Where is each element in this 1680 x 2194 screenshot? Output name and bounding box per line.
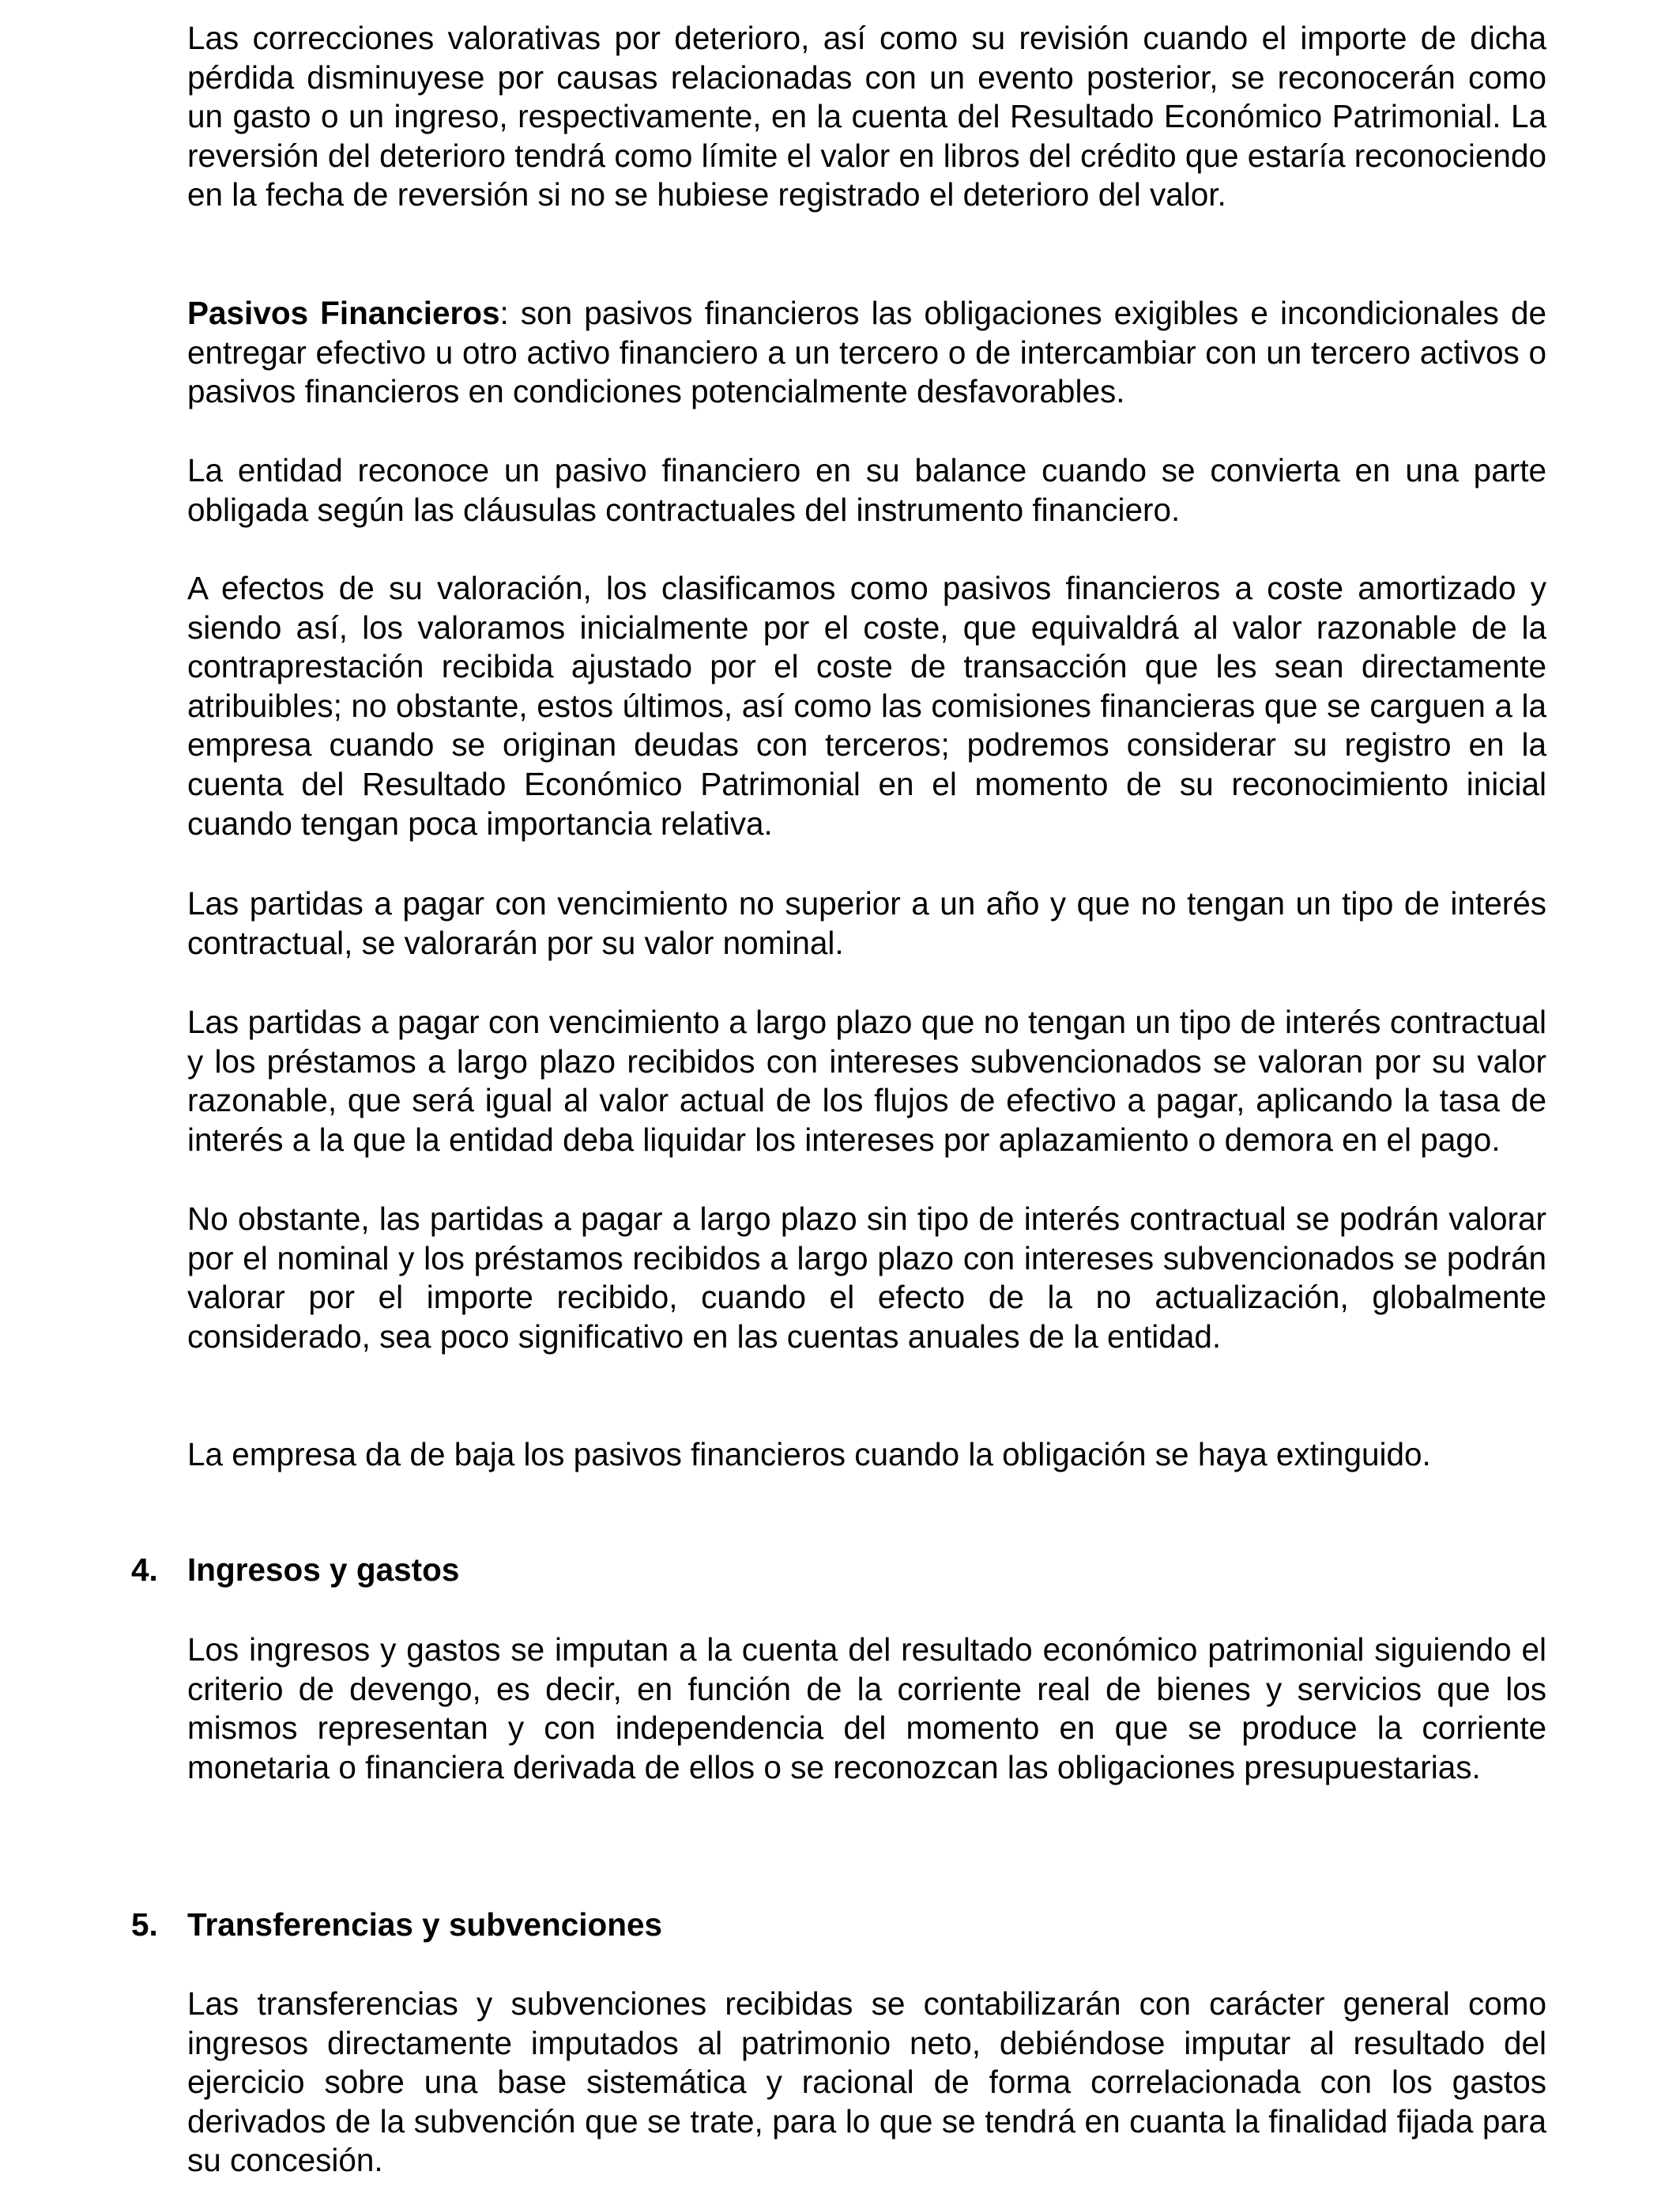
paragraph-partidas-largo-plazo: Las partidas a pagar con vencimiento a largo plazo que no tengan un tipo de interés contractual y los préstamos a largo plazo recibidos con intereses subvencionados se valoran por su valor razonable, que será igual al valor actual de los flujos de efectivo a pagar, aplicando la tasa de interés a la que la entidad deba liquidar los intereses por aplazamiento o demora en el pago.: [187, 1004, 1546, 1158]
term-pasivos-financieros: Pasivos Financieros: [187, 295, 500, 331]
section-number: 5.: [131, 1906, 158, 1943]
paragraph-reconocimiento: La entidad reconoce un pasivo financiero en su balance cuando se convierta en una parte obligada según las cláusulas contractuales del instrumento financiero.: [187, 452, 1546, 528]
definition-pasivos-financieros: : son pasivos financieros las obligaciones exigibles e incondicionales de entregar efectivo u otro activo financiero a un tercero o de intercambiar con un tercero activos o pasivos financieros en condiciones potencialmente desfavorables.: [187, 295, 1547, 410]
paragraph-deterioro: Las correcciones valorativas por deterioro, así como su revisión cuando el importe de dicha pérdida disminuyese por causas relacionadas con un evento posterior, se reconocerán como un gasto o un ingreso, respectivamente, en la cuenta del Resultado Económico Patrimonial. La reversión del deterioro tendrá como límite el valor en libros del crédito que estaría reconociendo en la fecha de reversión si no se hubiese registrado el deterioro del valor.: [187, 20, 1546, 213]
paragraph-baja-pasivos: La empresa da de baja los pasivos financieros cuando la obligación se haya extinguido.: [187, 1436, 1431, 1472]
paragraph-no-obstante: No obstante, las partidas a pagar a largo plazo sin tipo de interés contractual se podrán valorar por el nominal y los préstamos recibidos a largo plazo con intereses subvencionados se podrán valorar por el importe recibido, cuando el efecto de la no actualización, globalmente considerado, sea poco significativo en las cuentas anuales de la entidad.: [187, 1201, 1546, 1355]
paragraph-partidas-corto-plazo: Las partidas a pagar con vencimiento no superior a un año y que no tengan un tipo de interés contractual, se valorarán por su valor nominal.: [187, 885, 1546, 961]
section-heading-ingresos-gastos: [131, 1551, 459, 1590]
paragraph-pasivos-financieros: [187, 294, 1546, 412]
paragraph-ingresos-gastos: Los ingresos y gastos se imputan a la cuenta del resultado económico patrimonial siguiendo el criterio de devengo, es decir, en función de la corriente real de bienes y servicios que los mismos representan y con independencia del momento en que se produce la corriente monetaria o financiera derivada de ellos o se reconozcan las obligaciones presupuestarias.: [187, 1631, 1546, 1785]
paragraph-transferencias: Las transferencias y subvenciones recibidas se contabilizarán con carácter general como ingresos directamente imputados al patrimonio neto, debiéndose imputar al resultado del ejercicio sobre una base sistemática y racional de forma correlacionada con los gastos derivados de la subvención que se trate, para lo que se tendrá en cuanta la finalidad fijada para su concesión.: [187, 1985, 1546, 2179]
section-title: Transferencias y subvenciones: [187, 1906, 663, 1943]
section-title: Ingresos y gastos: [187, 1551, 460, 1588]
section-heading-transferencias: [131, 1906, 662, 1945]
section-number: 4.: [131, 1551, 158, 1588]
paragraph-valoracion: A efectos de su valoración, los clasificamos como pasivos financieros a coste amortizado y siendo así, los valoramos inicialmente por el coste, que equivaldrá al valor razonable de la contraprestación recibida ajustado por el coste de transacción que les sean directamente atribuibles; no obstante, estos últimos, así como las comisiones financieras que se carguen a la empresa cuando se originan deudas con terceros; podremos considerar su registro en la cuenta del Resultado Económico Patrimonial en el momento de su reconocimiento inicial cuando tengan poca importancia relativa.: [187, 570, 1546, 842]
